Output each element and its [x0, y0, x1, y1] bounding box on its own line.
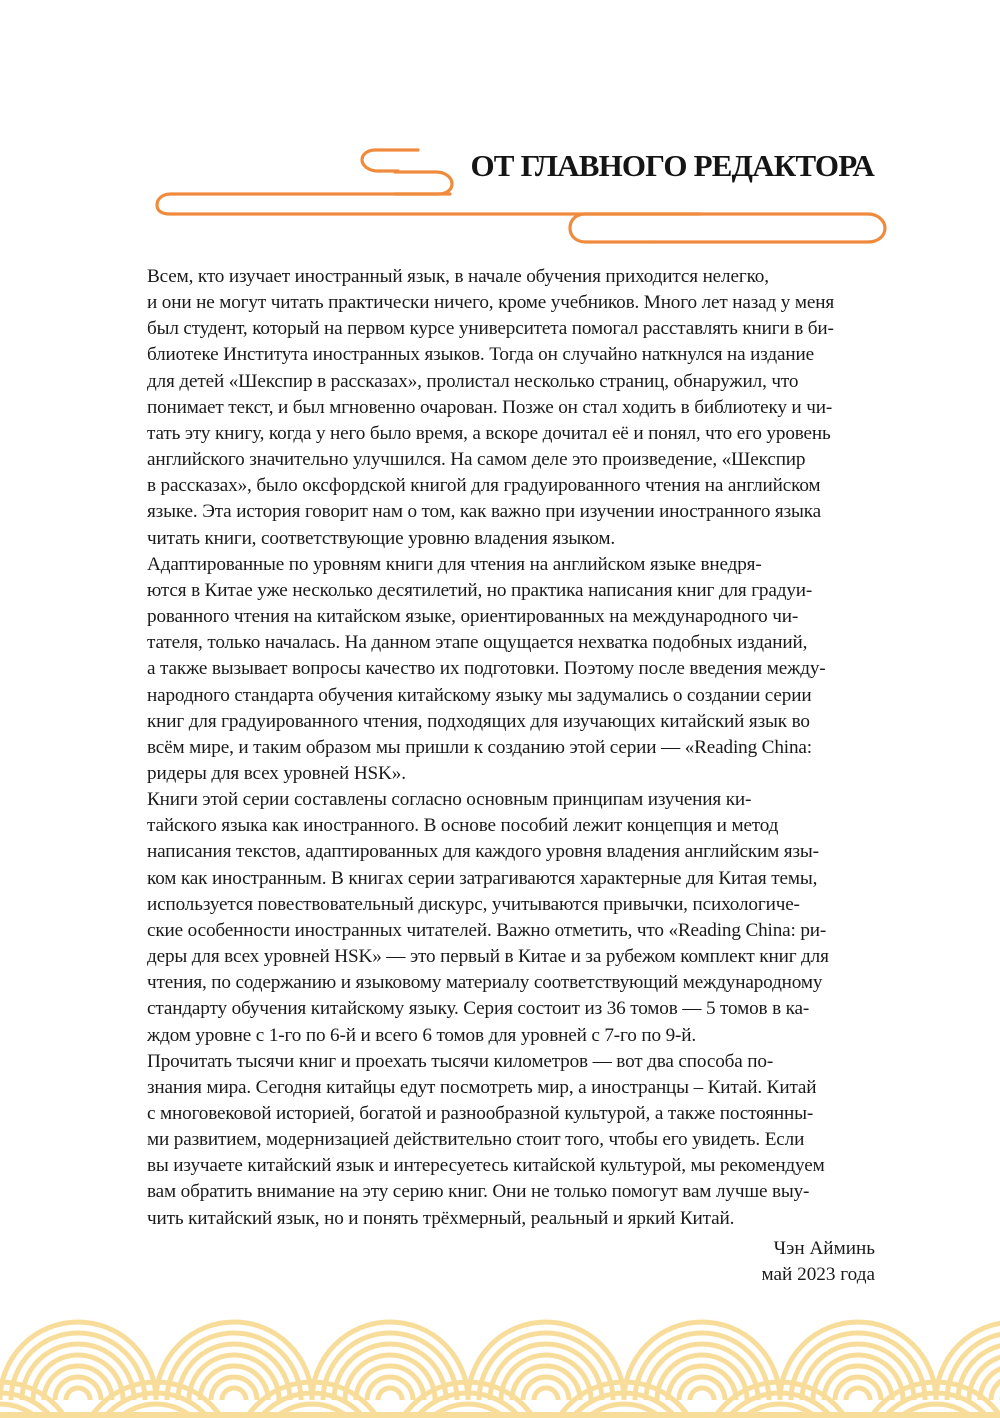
text-line: читать книги, соответствующие уровню владения языком. [147, 527, 616, 549]
text-line: ские особенности иностранных читателей. Важно отметить, что «Reading China: ри- [147, 919, 827, 941]
text-line: в рассказах», было оксфордской книгой для градуированного чтения на английском [147, 475, 821, 497]
text-line: ются в Китае уже несколько десятилетий, но практика написания книг для градуи- [147, 579, 813, 601]
wave-arc [66, 1388, 90, 1400]
wave-arc [534, 1388, 558, 1400]
text-line: ридеры для всех уровней HSK». [147, 762, 406, 784]
text-line: а также вызывает вопросы качество их подготовки. Поэтому после введения между- [147, 658, 826, 680]
ornament-middle-line [395, 172, 452, 194]
text-line: чтения, по содержанию и языковому материалу соответствующий международному [147, 972, 823, 994]
text-line: вы изучаете китайский язык и интересуетесь китайской культурой, мы рекомендуем [147, 1155, 825, 1177]
text-line: всём мире, и таким образом мы пришли к созданию этой серии — «Reading China: [147, 736, 812, 758]
text-line: с многовековой историей, богатой и разнообразной культурой, а также постоянны- [147, 1103, 814, 1124]
text-line: тайского языка как иностранного. В основе пособий лежит концепция и метод [147, 815, 779, 837]
signature-date: май 2023 года [761, 1264, 875, 1285]
text-line: стандарту обучения китайскому языку. Серия состоит из 36 томов — 5 томов в ка- [147, 998, 810, 1020]
text-line: английского значительно улучшился. На самом деле это произведение, «Шекспир [147, 449, 806, 471]
text-line: используется повествовательный дискурс, учитываются привычки, психологиче- [147, 893, 800, 915]
author-name: Чэн Айминь [773, 1238, 875, 1259]
wave-arc [690, 1388, 714, 1400]
text-line: и они не могут читать практически ничего, кроме учебников. Много лет назад у меня [147, 292, 835, 314]
wave-arc [991, 1377, 1000, 1400]
body-text [103, 264, 876, 1232]
text-line: знания мира. Сегодня китайцы едут посмотреть мир, а иностранцы – Китай. Китай [147, 1076, 817, 1098]
text-line: вам обратить внимание на эту серию книг. Они не только помогут вам лучше выу- [147, 1181, 810, 1203]
text-line: для детей «Шекспир в рассказах», пролистал несколько страниц, обнаружил, что [147, 370, 799, 392]
text-line: блиотеке Института иностранных языков. Тогда он случайно наткнулся на издание [147, 344, 814, 366]
paragraph-4 [103, 1049, 876, 1232]
cloud-swirl-ornament [0, 0, 1000, 270]
ornament-top-line [362, 150, 418, 171]
wave-arc [378, 1388, 402, 1400]
text-line: написания текстов, адаптированных для каждого уровня владения английским язы- [147, 841, 819, 863]
page-title: ОТ ГЛАВНОГО РЕДАКТОРА [470, 148, 874, 183]
text-line: Адаптированные по уровням книги для чтения на английском языке внедря- [147, 553, 762, 575]
text-line: ждом уровне с 1-го по 6-й и всего 6 томов для уровней с 7-го по 9-й. [147, 1024, 697, 1046]
text-line: ми развитием, модернизацией действительно стоит того, чтобы его увидеть. Если [147, 1129, 805, 1151]
wave-arc [846, 1388, 870, 1400]
ornament-long-line [157, 194, 885, 242]
text-line: рованного чтения на китайском языке, ориентированных на международного чи- [147, 606, 799, 628]
text-line: народного стандарта обучения китайскому языку мы задумались о создании серии [147, 684, 812, 706]
ornament-bottom-curl [570, 214, 700, 242]
text-line: Книги этой серии составлены согласно основным принципам изучения ки- [147, 789, 752, 811]
text-line: деры для всех уровней HSK» — это первый в Китае и за рубежом комплект книг для [147, 946, 829, 968]
text-line: книг для градуированного чтения, подходящих для изучающих китайский язык во [147, 710, 810, 732]
text-line: Прочитать тысячи книг и проехать тысячи километров — вот два способа по- [147, 1050, 774, 1072]
text-line: языке. Эта история говорит нам о том, как важно при изучении иностранного языка [147, 501, 822, 523]
wave-pattern-ornament [0, 1300, 1000, 1418]
text-line: был студент, который на первом курсе университета помогал расставлять книги в би- [147, 318, 834, 340]
text-line: тать эту книгу, когда у него было время, а вскоре дочитал её и понял, что его уровень [147, 422, 831, 444]
wave-arcs [0, 1322, 1000, 1418]
wave-arc [222, 1388, 246, 1400]
signature-block [762, 1236, 875, 1288]
paragraph-1 [103, 264, 876, 552]
wave-base [0, 1412, 1000, 1418]
text-line: ком как иностранным. В книгах серии затрагиваются характерные для Китая темы, [147, 867, 818, 889]
text-line: чить китайский язык, но и понять трёхмерный, реальный и яркий Китай. [147, 1207, 735, 1229]
paragraph-2 [103, 552, 876, 787]
text-line: тателя, только началась. На данном этапе ощущается нехватка подобных изданий, [147, 632, 808, 654]
paragraph-3 [103, 787, 876, 1049]
text-line: Всем, кто изучает иностранный язык, в начале обучения приходится нелегко, [147, 266, 769, 287]
text-line: понимает текст, и был мгновенно очарован. Позже он стал ходить в библиотеку и чи- [147, 396, 833, 418]
